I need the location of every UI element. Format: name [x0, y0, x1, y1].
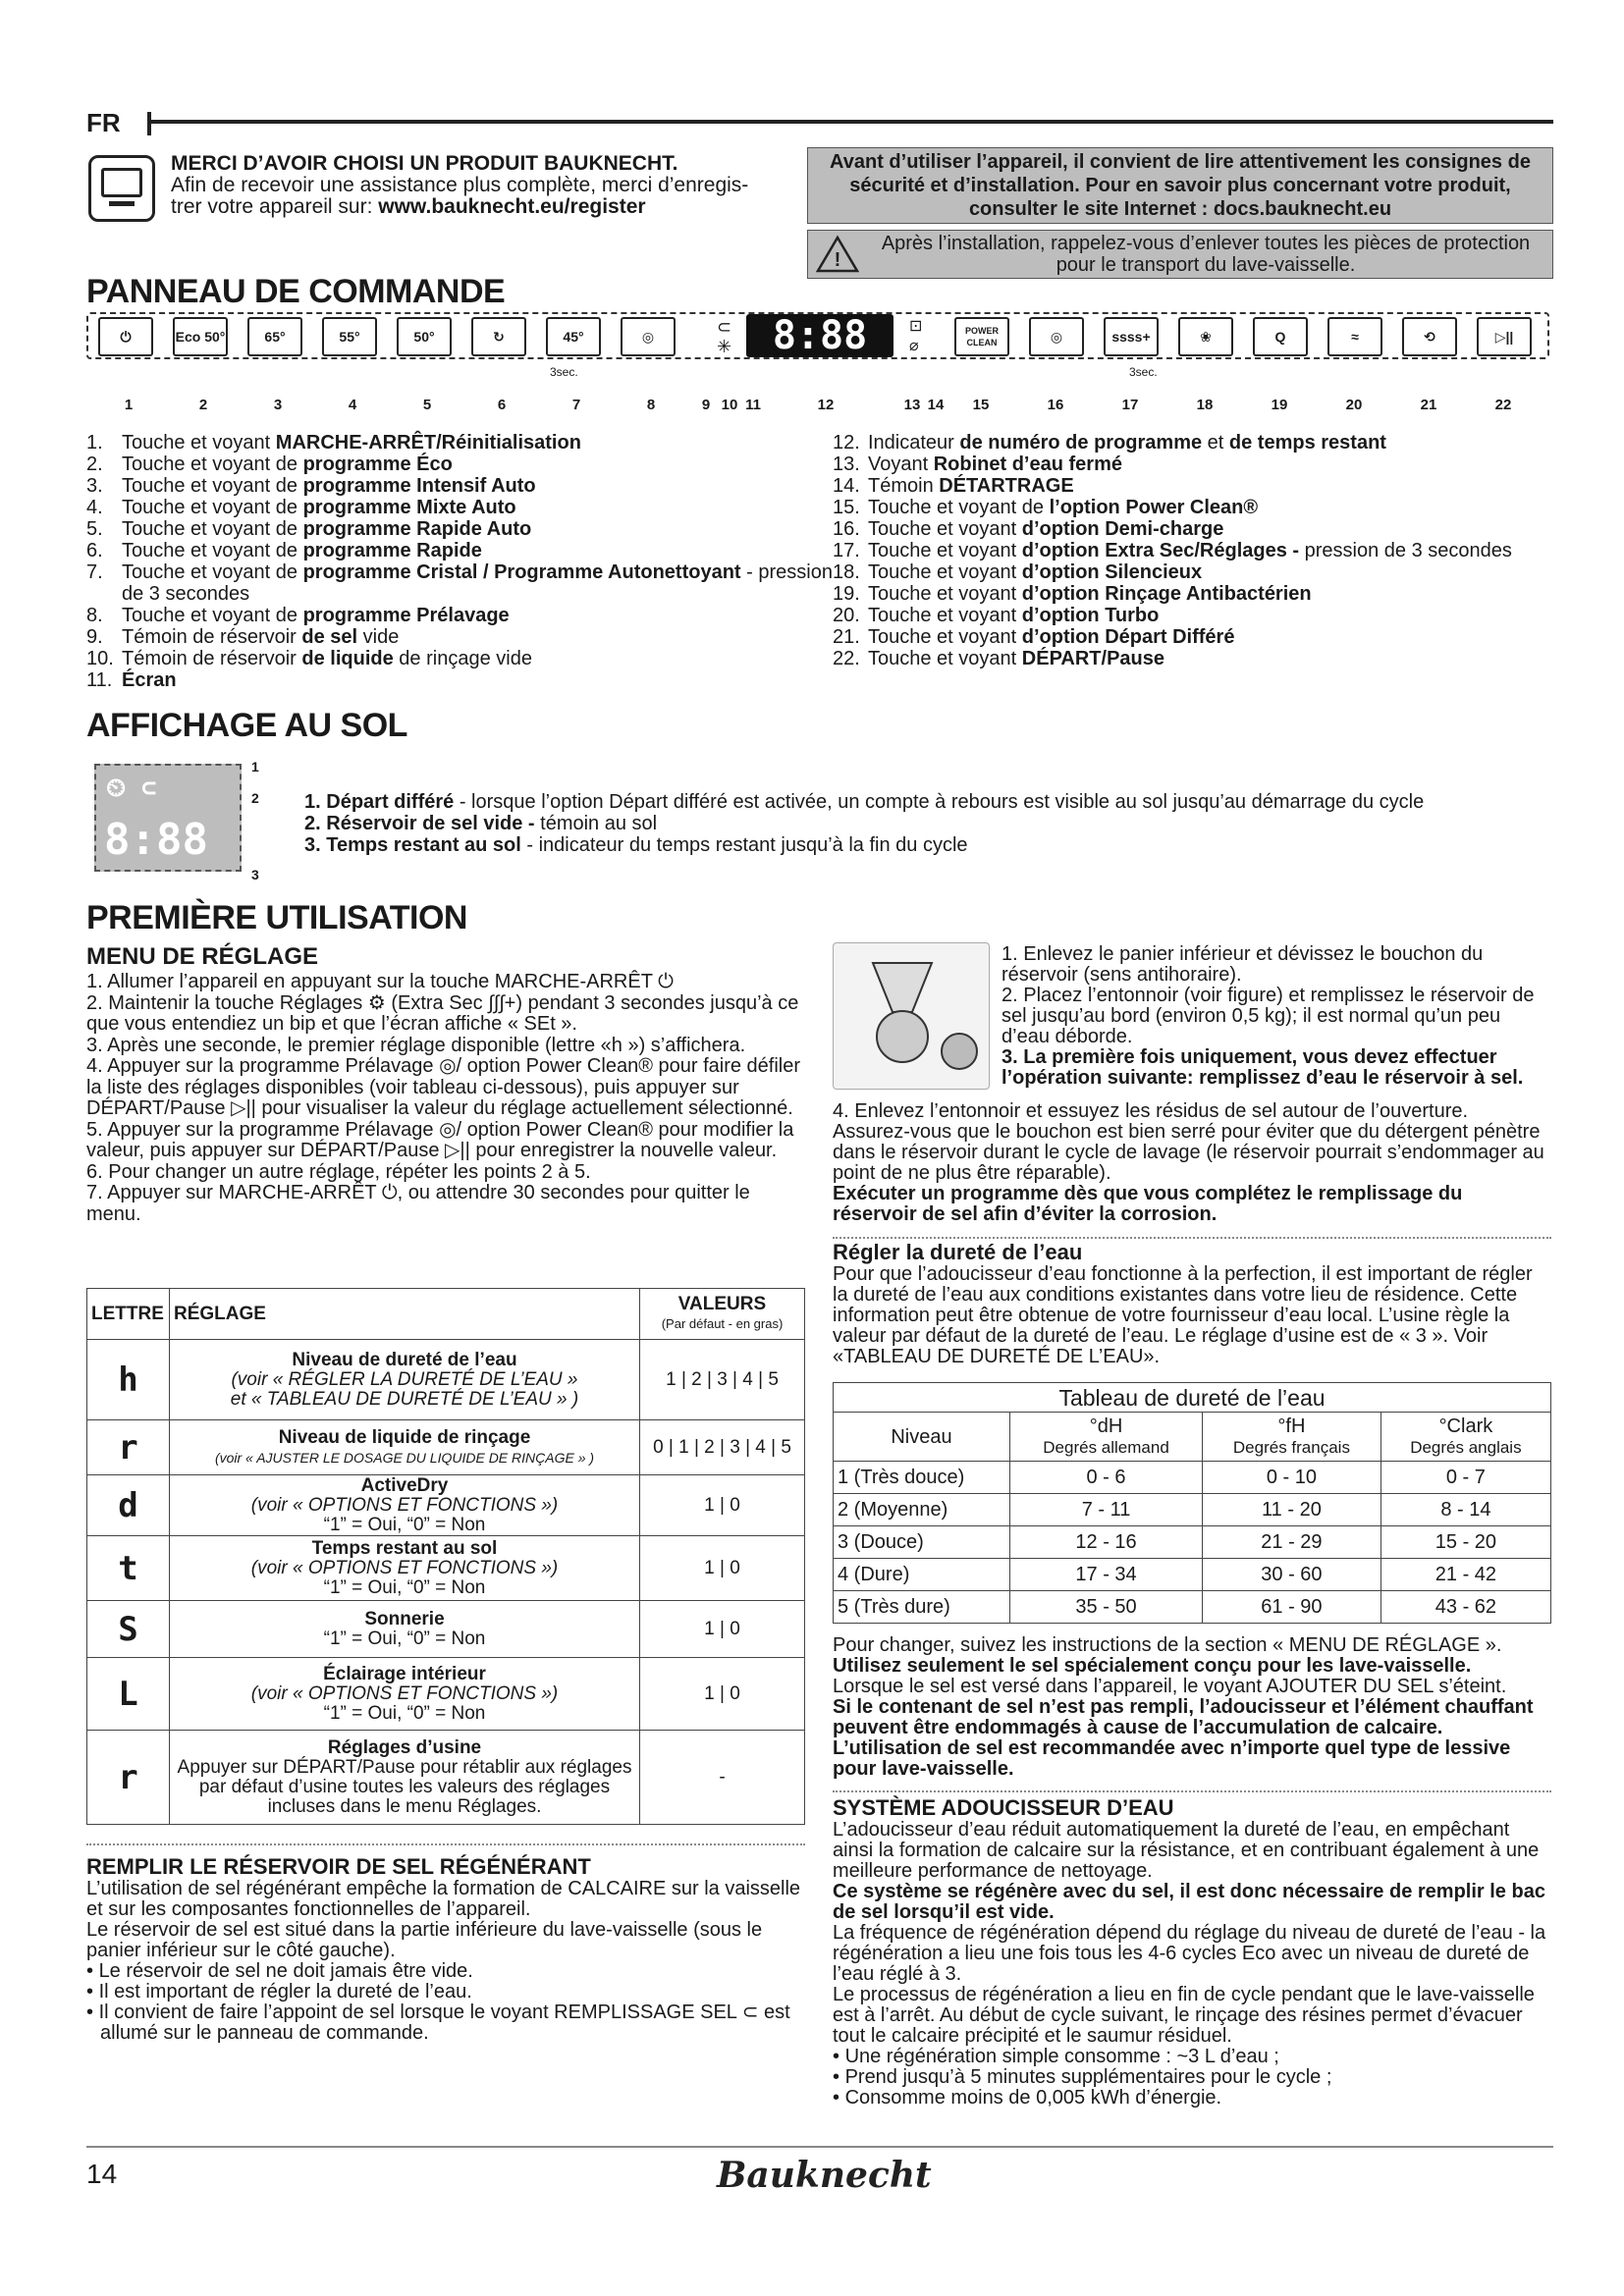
- hardness-table: [833, 1382, 1551, 1624]
- panel-number: 6: [497, 397, 507, 413]
- panel-legend-right: [833, 432, 1549, 669]
- thanks-title: MERCI D’AVOIR CHOISI UN PRODUIT BAUKNECHT.: [171, 152, 678, 175]
- hardness-note: Utilisez seulement le sel spécialement conçu pour les lave-vaisselle.: [833, 1655, 1472, 1677]
- panel-number: 11: [745, 397, 761, 413]
- col-dh: °dH Degrés allemand: [1010, 1413, 1203, 1462]
- panel-number: 22: [1494, 397, 1512, 413]
- extra-dry-icon: ssss+: [1104, 317, 1159, 356]
- thanks-line-1: Afin de recevoir une assistance plus complète, merci d’enregis-: [171, 174, 749, 196]
- col-clark: °Clark Degrés anglais: [1380, 1413, 1550, 1462]
- salt-steps-top: [1001, 944, 1551, 1089]
- hardness-table-title: Tableau de dureté de l’eau: [834, 1383, 1551, 1413]
- rapid-icon: ↻: [471, 317, 526, 356]
- salt-paragraph: Le réservoir de sel est situé dans la partie inférieure du lave-vaisselle (sous le panier inférieur sur le côté gauche).: [86, 1919, 763, 1961]
- list-item: • Le réservoir de sel ne doit jamais être vide.: [86, 1961, 805, 1982]
- panel-number: 21: [1420, 397, 1437, 413]
- legend-item: 16. Touche et voyant d’option Demi-charge: [833, 518, 1224, 540]
- legend-item: 8. Touche et voyant de programme Prélavage: [86, 605, 510, 626]
- menu-step: 4. Appuyer sur la programme Prélavage ◎/ option Power Clean® pour faire défiler la liste des réglages disponibles (voir tableau ci-dessous), puis appuyer sur DÉPART/Pause ▷|| pour visualiser la valeur du réglage actuellement sélectionné.: [86, 1055, 801, 1119]
- softener-paragraph: L’adoucisseur d’eau réduit automatiquement la dureté de l’eau, en empêchant ainsi la formation de calcaire sur la résistance, et en contribuant également à une meilleure performance de nettoyage.: [833, 1819, 1540, 1882]
- legend-item: 7. Touche et voyant de programme Cristal / Programme Autonettoyant - pression de 3 secondes: [86, 561, 833, 605]
- panel-numbers: [0, 395, 1624, 416]
- salt-step: 3. La première fois uniquement, vous devez effectuer l’opération suivante: remplissez d’eau le réservoir à sel.: [1001, 1046, 1524, 1089]
- floor-legend: [304, 791, 1551, 856]
- panel-number: 16: [1047, 397, 1064, 413]
- legend-item: 3. Touche et voyant de programme Intensif Auto: [86, 475, 536, 497]
- transport-notice: Après l’installation, rappelez-vous d’enlever toutes les pièces de protection pour le transport du lave-vaisselle.: [881, 233, 1531, 276]
- brand-logo: Bauknecht: [717, 2155, 932, 2196]
- eco-icon: Eco 50°: [173, 317, 228, 356]
- crystal-3sec-label: 3sec.: [550, 365, 578, 379]
- table-row: d ActiveDry (voir « OPTIONS ET FONCTIONS ») “1” = Oui, “0” = Non 1 | 0: [87, 1475, 805, 1536]
- table-row: 5 (Très dure) 35 - 50 61 - 90 43 - 62: [834, 1591, 1551, 1624]
- panel-number: 17: [1121, 397, 1139, 413]
- legend-item: 13. Voyant Robinet d’eau fermé: [833, 454, 1122, 475]
- salt-funnel-illustration: [833, 942, 990, 1090]
- page-number: 14: [86, 2159, 118, 2189]
- antibacterial-icon: Q: [1253, 317, 1308, 356]
- legend-item: 14. Témoin DÉTARTRAGE: [833, 475, 1074, 497]
- header-rule: [147, 120, 1553, 124]
- legend-item: 18. Touche et voyant d’option Silencieux: [833, 561, 1203, 583]
- col-level: Niveau: [834, 1413, 1010, 1462]
- salt-step: 1. Enlevez le panier inférieur et dévissez le bouchon du réservoir (sens antihoraire).: [1001, 943, 1484, 986]
- legend-item: 4. Touche et voyant de programme Mixte Auto: [86, 497, 516, 518]
- safety-notice: Avant d’utiliser l’appareil, il convient de lire attentivement les consignes de sécurité et d’installation. Pour en savoir plus concernant votre produit, consulter le site Internet : docs.bauknecht.eu: [807, 147, 1553, 224]
- floor-icons: ⏲ ⊂: [106, 774, 157, 803]
- legend-item: 12. Indicateur de numéro de programme et de temps restant: [833, 432, 1386, 454]
- rinse-aid-icon: ✳: [717, 337, 732, 356]
- table-row: S Sonnerie “1” = Oui, “0” = Non 1 | 0: [87, 1601, 805, 1658]
- floor-item: 3. Temps restant au sol - indicateur du temps restant jusqu’à la fin du cycle: [304, 834, 968, 856]
- table-row: t Temps restant au sol (voir « OPTIONS ET FONCTIONS ») “1” = Oui, “0” = Non 1 | 0: [87, 1536, 805, 1601]
- legend-item: 10. Témoin de réservoir de liquide de rinçage vide: [86, 648, 532, 669]
- salt-paragraph: L’utilisation de sel régénérant empêche la formation de CALCAIRE sur la vaisselle et sur les composantes fonctionnelles de l’appareil.: [86, 1878, 801, 1920]
- menu-step: 2. Maintenir la touche Réglages ⚙ (Extra Sec ∫∫∫+) pendant 3 secondes jusqu’à ce que vous entendiez un bip et que l’écran affiche « SEt ».: [86, 991, 799, 1035]
- register-icon: [88, 155, 155, 222]
- col-values: VALEURS (Par défaut - en gras): [640, 1289, 805, 1340]
- salt-icon: ⊂: [717, 317, 732, 337]
- hardness-title: Régler la dureté de l’eau: [833, 1240, 1083, 1264]
- list-item: • Une régénération simple consomme : ~3 L d’eau ;: [833, 2047, 1551, 2067]
- panel-number: 2: [198, 397, 208, 413]
- col-setting: RÉGLAGE: [170, 1289, 640, 1340]
- floor-item: 1. Départ différé - lorsque l’option Départ différé est activée, un compte à rebours est visible au sol jusqu’au démarrage du cycle: [304, 791, 1425, 813]
- floor-callout-1: 1: [251, 759, 259, 774]
- table-row: h Niveau de dureté de l’eau (voir « RÉGLER LA DURETÉ DE L’EAU » et « TABLEAU DE DURETÉ DE L’EAU » ) 1 | 2 | 3 | 4 | 5: [87, 1340, 805, 1420]
- legend-item: 20. Touche et voyant d’option Turbo: [833, 605, 1160, 626]
- panel-number: 1: [124, 397, 134, 413]
- floor-callout-3: 3: [251, 867, 259, 882]
- power-clean-icon: POWER CLEAN: [954, 317, 1009, 356]
- panel-number: 12: [817, 397, 835, 413]
- salt-step: 4. Enlevez l’entonnoir et essuyez les résidus de sel autour de l’ouverture.: [833, 1100, 1469, 1122]
- hardness-notes: [833, 1635, 1551, 1780]
- panel-number: 15: [972, 397, 990, 413]
- header-rule-tick: [147, 112, 151, 135]
- hardness-note: Pour changer, suivez les instructions de la section « MENU DE RÉGLAGE ».: [833, 1634, 1502, 1656]
- salt-step: 2. Placez l’entonnoir (voir figure) et remplissez le réservoir de sel jusqu’au bord (environ 0,5 kg); il est normal qu’un peu d’eau déborde.: [1001, 985, 1535, 1047]
- floor-item: 2. Réservoir de sel vide - témoin au sol: [304, 813, 658, 834]
- hardness-note: Lorsque le sel est versé dans l’appareil, le voyant AJOUTER DU SEL s’éteint.: [833, 1676, 1507, 1697]
- legend-item: 1. Touche et voyant MARCHE-ARRÊT/Réinitialisation: [86, 432, 581, 454]
- panel-number: 9: [701, 397, 711, 413]
- legend-item: 19. Touche et voyant d’option Rinçage Antibactérien: [833, 583, 1312, 605]
- mixed-icon: 55°: [322, 317, 377, 356]
- panel-number: 5: [422, 397, 432, 413]
- softener-section: [833, 1820, 1551, 2109]
- settings-table: [86, 1288, 805, 1825]
- legend-item: 6. Touche et voyant de programme Rapide: [86, 540, 482, 561]
- list-item: • Prend jusqu’à 5 minutes supplémentaires pour le cycle ;: [833, 2067, 1551, 2088]
- panel-number: 20: [1345, 397, 1363, 413]
- col-letter: LETTRE: [87, 1289, 170, 1340]
- panel-number: 19: [1271, 397, 1288, 413]
- hardness-paragraph: Pour que l’adoucisseur d’eau fonctionne à la perfection, il est important de régler la dureté de l’eau aux conditions existantes dans votre lieu de résidence. Cette information peut être obtenue de votre fournisseur d’eau local. L’usine règle la valeur par défaut de la dureté de l’eau. Le réglage d’usine est de « 3 ». Voir «TABLEAU DE DURETÉ DE L’EAU».: [833, 1263, 1533, 1367]
- intensive-icon: 65°: [247, 317, 302, 356]
- menu-step: 7. Appuyer sur MARCHE-ARRÊT ⏻, ou attendre 30 secondes pour quitter le menu.: [86, 1182, 750, 1225]
- legend-item: 22. Touche et voyant DÉPART/Pause: [833, 648, 1165, 669]
- salt-bullets: [86, 1961, 805, 2044]
- legend-item: 9. Témoin de réservoir de sel vide: [86, 626, 400, 648]
- table-row: r Niveau de liquide de rinçage (voir « AJUSTER LE DOSAGE DU LIQUIDE DE RINÇAGE » ) 0 | 1 | 2 | 3 | 4 | 5: [87, 1420, 805, 1475]
- language-code: FR: [86, 108, 121, 137]
- panel-number: 8: [646, 397, 656, 413]
- list-item: • Il convient de faire l’appoint de sel lorsque le voyant REMPLISSAGE SEL ⊂ est allumé sur le panneau de commande.: [86, 2002, 805, 2044]
- panel-display: 8:88: [746, 314, 893, 357]
- legend-item: 2. Touche et voyant de programme Éco: [86, 454, 453, 475]
- list-item: • Il est important de régler la dureté de l’eau.: [86, 1982, 805, 2002]
- divider: [833, 1237, 1551, 1239]
- menu-step: 1. Allumer l’appareil en appuyant sur la touche MARCHE-ARRÊT ⏻: [86, 971, 674, 992]
- menu-steps: [86, 972, 805, 1225]
- rapid-auto-icon: 50°: [397, 317, 452, 356]
- tap-icon: ⊡: [909, 318, 923, 335]
- thanks-line-2: trer votre appareil sur:: [171, 195, 379, 218]
- section-title-first-use: PREMIÈRE UTILISATION: [86, 899, 467, 936]
- softener-title: SYSTÈME ADOUCISSEUR D’EAU: [833, 1795, 1174, 1820]
- softener-bullets: [833, 2047, 1551, 2109]
- legend-item: 11. Écran: [86, 669, 177, 691]
- table-row: 4 (Dure) 17 - 34 30 - 60 21 - 42: [834, 1559, 1551, 1591]
- start-pause-icon: ▷||: [1477, 317, 1532, 356]
- table-row: 2 (Moyenne) 7 - 11 11 - 20 8 - 14: [834, 1494, 1551, 1526]
- control-panel-diagram: [86, 312, 1549, 359]
- panel-number: 4: [348, 397, 357, 413]
- section-title-panel: PANNEAU DE COMMANDE: [86, 273, 506, 310]
- salt-steps-bottom: [833, 1101, 1551, 1225]
- salt-title: REMPLIR LE RÉSERVOIR DE SEL RÉGÉNÉRANT: [86, 1854, 591, 1879]
- warning-icon: [816, 235, 859, 274]
- salt-warning: Exécuter un programme dès que vous complétez le remplissage du réservoir de sel afin d’éviter la corrosion.: [833, 1183, 1463, 1225]
- floor-callout-2: 2: [251, 790, 259, 806]
- panel-number: 13: [903, 397, 921, 413]
- hardness-note: Si le contenant de sel n’est pas rempli, l’adoucisseur et l’élément chauffant peuvent être endommagés à cause de l’accumulation de calcaire. L’utilisation de sel est recommandée avec n’importe quel type de lessive pour lave-vaisselle.: [833, 1696, 1534, 1780]
- menu-title: MENU DE RÉGLAGE: [86, 943, 319, 970]
- register-link[interactable]: www.bauknecht.eu/register: [378, 195, 646, 218]
- table-row: 3 (Douce) 12 - 16 21 - 29 15 - 20: [834, 1526, 1551, 1559]
- panel-number: 10: [721, 397, 738, 413]
- menu-step: 3. Après une seconde, le premier réglage disponible (lettre «h ») s’affichera.: [86, 1034, 746, 1056]
- salt-paragraph: Assurez-vous que le bouchon est bien serré pour éviter que du détergent pénètre dans le réservoir durant le cycle de lavage (le réservoir pourrait s’endommager au point de ne plus être réparable).: [833, 1121, 1544, 1184]
- col-fh: °fH Degrés français: [1203, 1413, 1381, 1462]
- half-load-icon: ◎: [1029, 317, 1084, 356]
- crystal-icon: 45°: [546, 317, 601, 356]
- softener-paragraph: Ce système se régénère avec du sel, il est donc nécessaire de remplir le bac de sel lorsqu’il est vide.: [833, 1881, 1545, 1923]
- divider: [86, 1843, 805, 1845]
- table-row: L Éclairage intérieur (voir « OPTIONS ET FONCTIONS ») “1” = Oui, “0” = Non 1 | 0: [87, 1658, 805, 1731]
- menu-step: 5. Appuyer sur la programme Prélavage ◎/ option Power Clean® pour modifier la valeur, puis appuyer sur DÉPART/Pause ▷|| pour enregistrer la nouvelle valeur.: [86, 1118, 794, 1161]
- footer-rule: [86, 2146, 1553, 2148]
- divider: [833, 1790, 1551, 1792]
- list-item: • Consomme moins de 0,005 kWh d’énergie.: [833, 2088, 1551, 2109]
- table-row: r Réglages d’usine Appuyer sur DÉPART/Pause pour rétablir aux réglages par défaut d’usine toutes les valeurs des réglages incluses dans le menu Réglages. -: [87, 1731, 805, 1825]
- legend-item: 17. Touche et voyant d’option Extra Sec/Réglages - pression de 3 secondes: [833, 540, 1512, 561]
- panel-number: 7: [571, 397, 581, 413]
- silent-icon: ❀: [1178, 317, 1233, 356]
- table-row: 1 (Très douce) 0 - 6 0 - 10 0 - 7: [834, 1462, 1551, 1494]
- menu-step: 6. Pour changer un autre réglage, répéter les points 2 à 5.: [86, 1160, 591, 1183]
- legend-item: 15. Touche et voyant de l’option Power Clean®: [833, 497, 1259, 518]
- transport-notice-box: [807, 230, 1553, 279]
- floor-display-diagram: [94, 764, 242, 872]
- panel-legend-left: [86, 432, 833, 691]
- legend-item: 21. Touche et voyant d’option Départ Différé: [833, 626, 1235, 648]
- descale-icon: ⌀: [909, 338, 919, 354]
- panel-number: 3: [273, 397, 283, 413]
- floor-display: 8:88: [104, 815, 208, 865]
- softener-paragraph: Le processus de régénération a lieu en fin de cycle pendant que le lave-vaisselle est à l’arrêt. Au début de cycle suivant, le rinçage des résines permet d’évacuer tout le calcaire précipité et le saumur résiduel.: [833, 1984, 1535, 2047]
- section-title-floor: AFFICHAGE AU SOL: [86, 707, 407, 744]
- legend-item: 5. Touche et voyant de programme Rapide Auto: [86, 518, 532, 540]
- panel-number: 14: [927, 397, 945, 413]
- power-icon: ⏻: [98, 317, 153, 356]
- panel-number: 18: [1196, 397, 1214, 413]
- turbo-icon: ≈: [1327, 317, 1382, 356]
- salt-section: [86, 1879, 805, 2044]
- delay-icon: ⟲: [1402, 317, 1457, 356]
- prewash-icon: ◎: [621, 317, 676, 356]
- svg-text:!: !: [834, 249, 841, 271]
- softener-paragraph: La fréquence de régénération dépend du réglage du niveau de dureté de l’eau - la régénération a lieu une fois tous les 4-6 cycles Eco avec un niveau de dureté de l’eau réglé à 3.: [833, 1922, 1546, 1985]
- settings-3sec-label: 3sec.: [1129, 365, 1158, 379]
